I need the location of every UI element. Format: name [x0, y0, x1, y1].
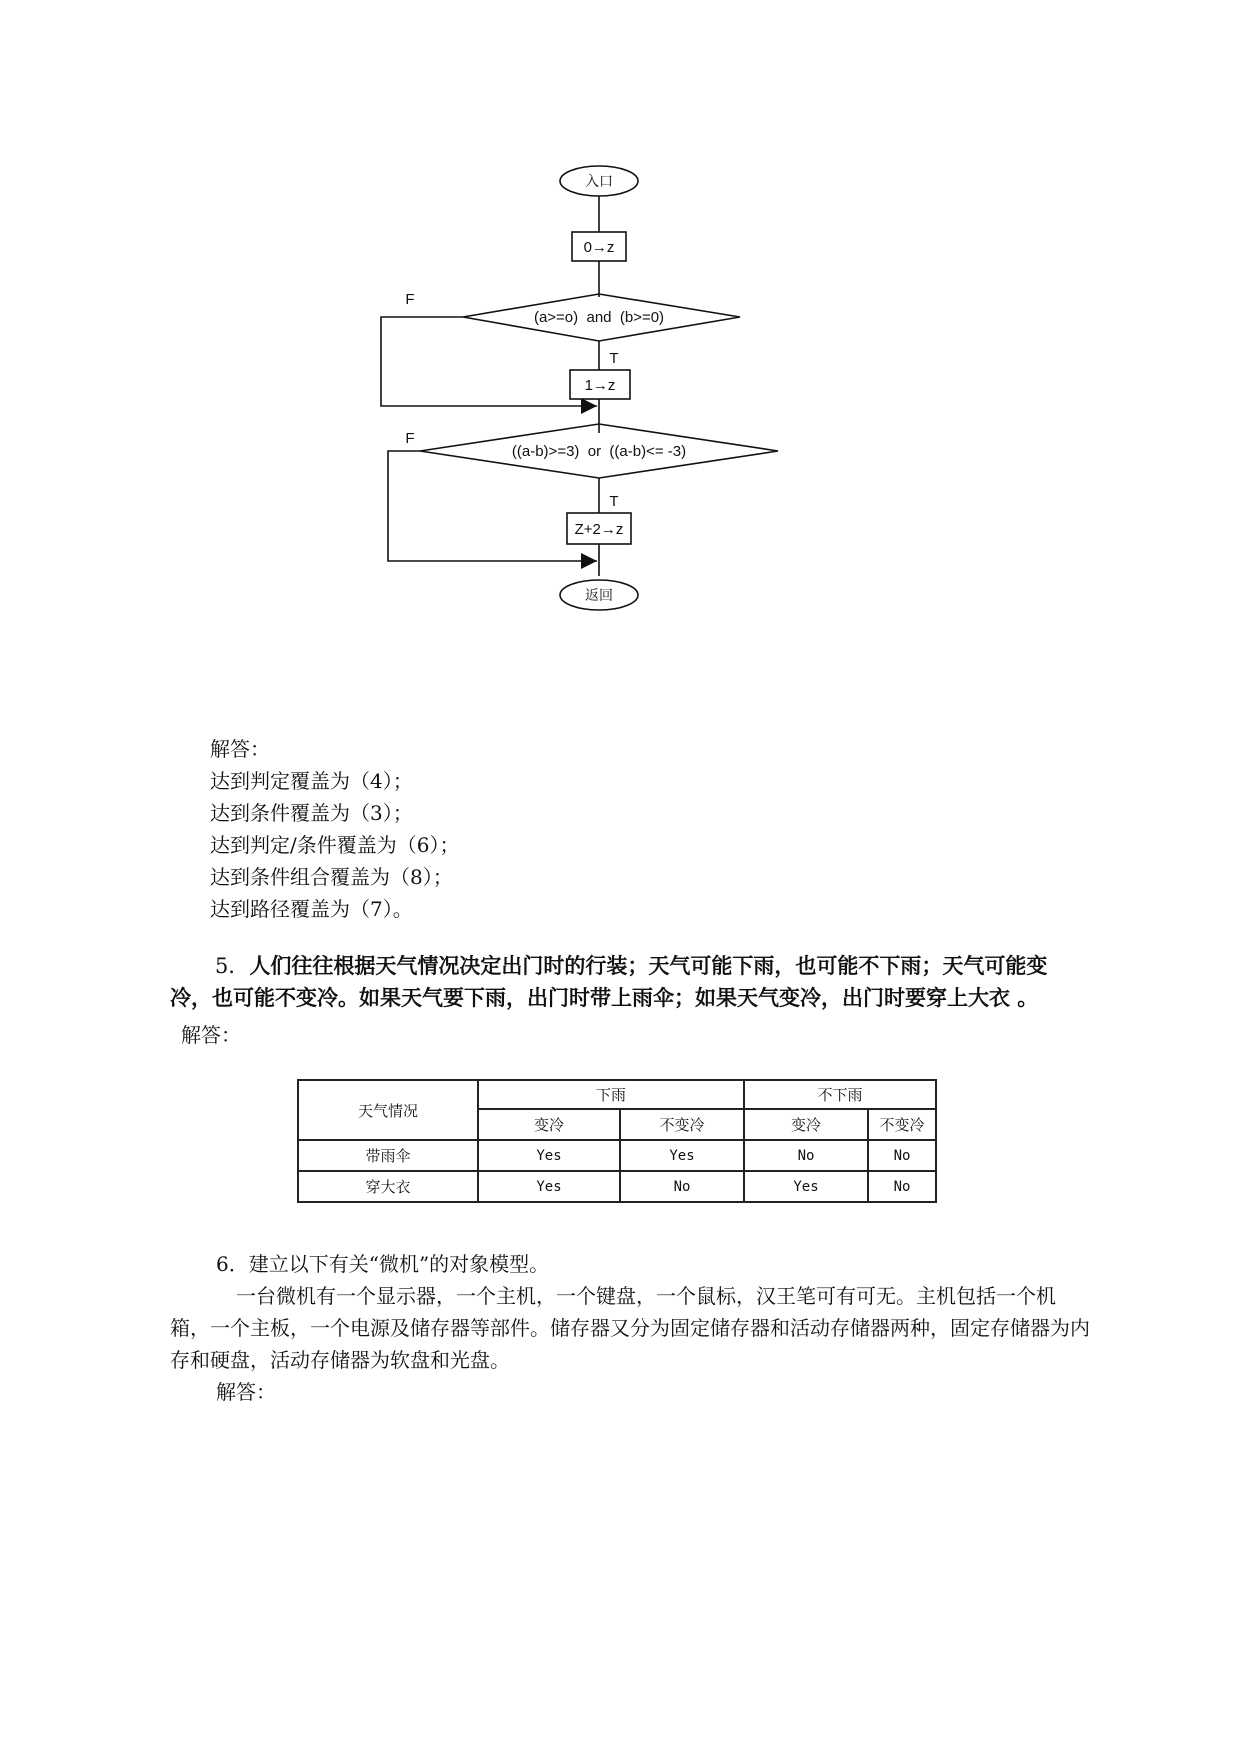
flow-assign-one-label: 1→z — [584, 377, 616, 394]
decision-table — [297, 1079, 937, 1203]
question-6 — [170, 1248, 1090, 1408]
flow-assign-zero-label: 0→z — [583, 239, 615, 256]
answer-line: 达到路径覆盖为（7）。 — [210, 897, 413, 921]
table-cell: No — [744, 1140, 868, 1171]
flow-decision2-label: ((a-b)>=3) or ((a-b)<= -3) — [511, 443, 687, 460]
flow-decision1-true-label: T — [609, 350, 619, 367]
table-subheader: 不变冷 — [620, 1109, 744, 1140]
answer-block-q4 — [210, 733, 459, 925]
flow-decision2-false-label: F — [405, 430, 415, 447]
answer-label: 解答： — [210, 737, 270, 761]
question-number: 5． — [215, 954, 250, 978]
table-row-label: 穿大衣 — [298, 1171, 478, 1202]
question-text: 人们往往根据天气情况决定出门时的行装；天气可能下雨，也可能不下雨；天气可能变冷，也可能不变冷。如果天气要下雨，出门时带上雨伞；如果天气变冷，出门时要穿上大衣 。 — [170, 953, 1048, 1010]
table-group-header: 下雨 — [478, 1080, 744, 1109]
table-group-header: 不下雨 — [744, 1080, 936, 1109]
table-cell: Yes — [744, 1171, 868, 1202]
table-cell: No — [868, 1140, 936, 1171]
table-cell: Yes — [620, 1140, 744, 1171]
flow-decision1-label: (a>=o) and (b>=0) — [533, 309, 665, 326]
table-subheader: 变冷 — [478, 1109, 620, 1140]
answer-line: 达到条件覆盖为（3）； — [210, 801, 413, 825]
table-cell: No — [620, 1171, 744, 1202]
question-paragraph: 一台微机有一个显示器，一个主机，一个键盘，一个鼠标，汉王笔可有可无。主机包括一个机箱，一个主板，一个电源及储存器等部件。储存器又分为固定储存器和活动存储器两种，固定存储器为内存和硬盘，活动存储器为软盘和光盘。 — [170, 1284, 1090, 1372]
flow-exit-label: 返回 — [585, 588, 613, 604]
question-5-answer-label: 解答： — [181, 1023, 241, 1047]
question-5 — [170, 950, 1080, 1014]
flowchart — [370, 160, 790, 620]
table-row-label: 带雨伞 — [298, 1140, 478, 1171]
answer-line: 达到条件组合覆盖为（8）； — [210, 865, 453, 889]
table-row — [298, 1171, 936, 1202]
table-subheader: 变冷 — [744, 1109, 868, 1140]
answer-line: 达到判定/条件覆盖为（6）； — [210, 833, 460, 857]
flow-decision1-false-label: F — [405, 291, 415, 308]
table-cell: Yes — [478, 1140, 620, 1171]
table-row — [298, 1140, 936, 1171]
flow-assign-plus2-label: Z+2→z — [574, 521, 624, 538]
table-cell: No — [868, 1171, 936, 1202]
answer-line: 达到判定覆盖为（4）； — [210, 769, 413, 793]
flow-decision2-true-label: T — [609, 493, 619, 510]
table-corner: 天气情况 — [298, 1080, 478, 1140]
table-subheader: 不变冷 — [868, 1109, 936, 1140]
table-cell: Yes — [478, 1171, 620, 1202]
question-6-answer-label: 解答： — [216, 1380, 276, 1404]
flow-entry-label: 入口 — [585, 174, 613, 190]
question-title: 6．建立以下有关“微机”的对象模型。 — [216, 1252, 550, 1276]
